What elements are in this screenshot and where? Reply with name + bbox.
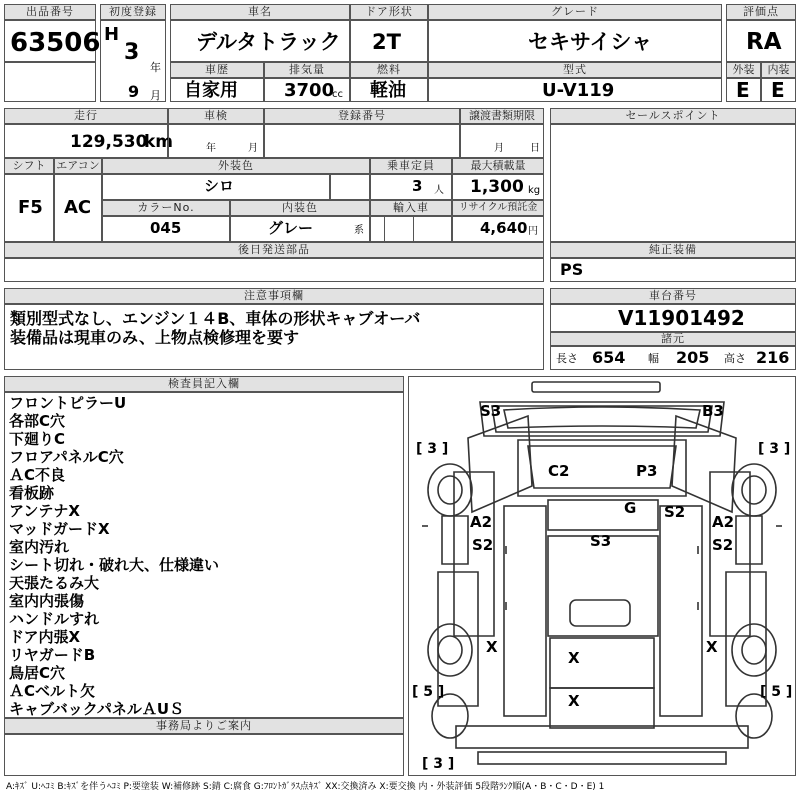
length-label: 長さ <box>556 352 578 365</box>
damage-mark: S2 <box>712 536 734 554</box>
mileage-label: 走行 <box>4 108 168 124</box>
genuine-equipment: PS <box>560 260 584 279</box>
inspector-line: 室内内張傷 <box>9 592 85 610</box>
lot-no: 63506 <box>10 28 101 58</box>
damage-mark: X <box>706 638 718 656</box>
transfer-day-unit: 日 <box>530 143 540 154</box>
recycle-unit: 円 <box>528 226 538 237</box>
damage-mark: C2 <box>548 462 570 480</box>
insp-year-unit: 年 <box>206 143 216 154</box>
load-unit: kg <box>528 185 541 196</box>
recycle-label: リサイクル預託金 <box>452 200 544 216</box>
width: 205 <box>676 348 710 367</box>
inspector-line: ＡCベルト欠 <box>9 682 96 700</box>
ext-grade: E <box>736 78 750 102</box>
reg-year: 3 <box>124 40 140 65</box>
damage-mark: B3 <box>702 402 724 420</box>
sales-point-cell <box>550 124 796 242</box>
color-sub-cell <box>330 174 370 200</box>
color-label: 外装色 <box>102 158 370 174</box>
disp-label: 排気量 <box>264 62 350 78</box>
int-grade: E <box>771 78 785 102</box>
notes-label: 注意事項欄 <box>4 288 544 304</box>
office-label: 事務局よりご案内 <box>4 718 404 734</box>
colorno-label: カラーNo. <box>102 200 230 216</box>
height: 216 <box>756 348 790 367</box>
ac: AC <box>64 197 92 218</box>
inspector-line: リヤガードB <box>9 646 96 664</box>
chassis-label: 車台番号 <box>550 288 796 304</box>
rear-left-tire: [ 5 ] <box>412 684 445 700</box>
regno-label: 登録番号 <box>264 108 460 124</box>
transfer-month-unit: 月 <box>494 143 504 154</box>
capacity-label: 乗車定員 <box>370 158 452 174</box>
load-label: 最大積載量 <box>452 158 544 174</box>
regno-cell <box>264 124 460 158</box>
int-color: グレー <box>268 219 314 237</box>
inspector-label: 検査員記入欄 <box>4 376 404 392</box>
reg-year-unit: 年 <box>150 61 161 74</box>
color-no: 045 <box>150 219 182 237</box>
car-name: デルタトラック <box>196 30 341 54</box>
transfer-label: 譲渡書類期限 <box>460 108 544 124</box>
grade-label: グレード <box>428 4 722 20</box>
inspector-line: 看板跡 <box>9 484 55 502</box>
lot-no-label: 出品番号 <box>4 4 96 20</box>
inspector-line: 天張たるみ大 <box>9 574 100 592</box>
damage-mark: S2 <box>472 536 494 554</box>
damage-mark: A2 <box>470 513 493 531</box>
damage-mark: X <box>568 692 580 710</box>
inspector-line: マッドガードX <box>9 520 110 538</box>
height-label: 高さ <box>724 352 746 365</box>
genuine-cell <box>550 258 796 282</box>
damage-mark: X <box>568 649 580 667</box>
int-color-unit: 系 <box>354 225 364 236</box>
import-label: 輸入車 <box>370 200 452 216</box>
door-label: ドア形状 <box>350 4 428 20</box>
front-left-tire: [ 3 ] <box>416 441 449 457</box>
inspector-line: 室内汚れ <box>9 538 70 556</box>
fuel-label: 燃料 <box>350 62 428 78</box>
fuel: 軽油 <box>370 80 406 101</box>
ac-label: エアコン <box>54 158 102 174</box>
damage-mark: S2 <box>664 503 686 521</box>
ext-label: 外装 <box>726 62 761 78</box>
model-code: U-V119 <box>542 80 615 101</box>
mileage-unit: km <box>144 132 174 152</box>
dims-label: 諸元 <box>550 332 796 346</box>
door-type: 2T <box>372 30 401 54</box>
mileage: 129,530 <box>70 132 148 152</box>
score-label: 評価点 <box>726 4 796 20</box>
inspector-line: アンテナX <box>9 502 80 520</box>
inspector-line: 各部C穴 <box>9 412 66 430</box>
sales-point-label: セールスポイント <box>550 108 796 124</box>
later-parts-cell <box>4 258 544 282</box>
later-parts-label: 後日発送部品 <box>4 242 544 258</box>
inspector-line: シート切れ・破れ大、仕様違い <box>9 556 220 574</box>
max-load: 1,300 <box>470 177 524 197</box>
inspector-lines <box>9 394 401 718</box>
inspector-line: ドア内張X <box>9 628 81 646</box>
chassis-number: V11901492 <box>618 306 745 330</box>
inspector-line: フロントピラーU <box>9 394 127 412</box>
inspector-line: 下廻りC <box>9 430 66 448</box>
inspector-line: フロアパネルC穴 <box>9 448 124 466</box>
notes-line-2: 装備品は現車のみ、上物点検修理を要す <box>10 328 299 347</box>
int-label: 内装 <box>761 62 796 78</box>
shift-label: シフト <box>4 158 54 174</box>
damage-mark: X <box>486 638 498 656</box>
int-color-label: 内装色 <box>230 200 370 216</box>
recycle-fee: 4,640 <box>480 219 528 237</box>
insp-month-unit: 月 <box>248 143 258 154</box>
disp-unit: cc <box>332 89 343 100</box>
truck-diagram <box>408 376 796 776</box>
grade: セキサイシャ <box>528 30 653 54</box>
width-label: 幅 <box>648 352 659 365</box>
model-label: 型式 <box>428 62 722 78</box>
damage-mark: A2 <box>712 513 735 531</box>
damage-mark: P3 <box>636 462 658 480</box>
inspector-line: キャブバックパネルＡUＳ <box>9 700 185 718</box>
damage-mark: S3 <box>480 402 502 420</box>
inspector-line: ＡC不良 <box>9 466 66 484</box>
reg-month-unit: 月 <box>150 89 161 102</box>
legend: A:ｷｽﾞ U:ﾍｺﾐ B:ｷｽﾞを伴うﾍｺﾐ P:要塗装 W:補修跡 S:錆 C:腐食 G:ﾌﾛﾝﾄｶﾞﾗｽ点ｷｽﾞ XX:交換済み X:要交換 内・外装評価 5段階ﾗﾝｸ順(A・B・C・D・E) 1 <box>6 782 605 792</box>
color: シロ <box>204 177 235 195</box>
import-sub-cell <box>384 216 414 242</box>
car-name-label: 車名 <box>170 4 350 20</box>
inspector-line: 鳥居C穴 <box>9 664 66 682</box>
lot-blank-cell <box>4 62 96 102</box>
history-label: 車歴 <box>170 62 264 78</box>
spare-tire: [ 3 ] <box>422 756 455 772</box>
capacity-unit: 人 <box>434 185 444 196</box>
notes-line-1: 類別型式なし、エンジン１４B、車体の形状キャブオーバ <box>10 309 421 328</box>
office-cell <box>4 734 404 776</box>
score: RA <box>746 29 782 55</box>
first-reg-label: 初度登録 <box>100 4 166 20</box>
damage-mark: S3 <box>590 532 612 550</box>
front-right-tire: [ 3 ] <box>758 441 791 457</box>
displacement: 3700 <box>284 80 335 101</box>
history: 自家用 <box>184 80 238 101</box>
shift: F5 <box>18 197 43 218</box>
damage-mark: G <box>624 499 637 517</box>
reg-month: 9 <box>128 82 140 101</box>
rear-right-tire: [ 5 ] <box>760 684 793 700</box>
capacity: 3 <box>412 177 423 195</box>
length: 654 <box>592 348 626 367</box>
genuine-label: 純正装備 <box>550 242 796 258</box>
inspection-label: 車検 <box>168 108 264 124</box>
era: H <box>104 24 120 45</box>
inspector-line: ハンドルすれ <box>9 610 100 628</box>
